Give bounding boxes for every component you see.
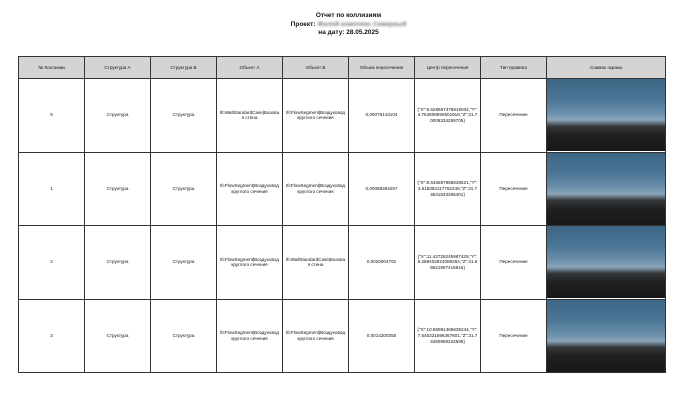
object-a-text: IfcFlowSegment|Воздуховод круглого сечения (219, 256, 279, 268)
collision-screenshot (547, 226, 665, 298)
structure-a: Структура (85, 299, 151, 373)
table-row (19, 226, 666, 300)
intersection-center (415, 226, 481, 300)
intersection-center-text: {"X":10.86981465635244,"Y":7.545321596367601,"Z":31.73490988224598} (417, 327, 478, 344)
object-a-text: IfcWallStandardCase|Базовая стена (219, 109, 280, 121)
object-a-text: IfcFlowSegment|Воздуховод круглого сечения (219, 183, 279, 194)
structure-b: Структура (151, 299, 217, 373)
report-title: Отчет по коллизиям (315, 12, 382, 19)
object-a-text: IfcFlowSegment|Воздуховод круглого сечения (219, 330, 279, 341)
intersection-center-text: {"X":9.628667378819004,"Y":4.754808990501918,"Z":31.70006334269705} (417, 106, 478, 124)
object-a (217, 299, 283, 373)
collision-screenshot (547, 79, 665, 151)
column-header: Объем пересечения (349, 57, 415, 79)
column-header: Объект А (217, 57, 283, 79)
column-header: Снимок экрана (547, 57, 666, 79)
object-b (283, 299, 349, 373)
screenshot-cell (547, 226, 666, 300)
screenshot-cell (547, 299, 666, 373)
column-header: Структура А (85, 57, 151, 79)
project-name: Жилой комплекс Северный (317, 20, 407, 28)
screenshot-cell (547, 152, 666, 226)
collision-screenshot (547, 153, 665, 225)
rule-type: Пересечение (481, 152, 547, 226)
project-label: Проект: (290, 20, 316, 28)
collision-id: 1 (19, 152, 85, 226)
object-b (283, 226, 349, 300)
column-header: Объект В (283, 57, 349, 79)
rule-type: Пересечение (481, 299, 547, 373)
intersection-volume: 0,0020004762 (349, 226, 415, 300)
rule-type: Пересечение (481, 79, 547, 153)
collision-id: 3 (19, 299, 85, 373)
column-header: Тип правила (481, 57, 547, 79)
report-header (0, 12, 697, 38)
object-b-text: IfcFlowSegment|Воздуховод круглого сечения (285, 109, 345, 121)
table-header-row (19, 57, 666, 79)
rule-type: Пересечение (481, 226, 547, 300)
intersection-center-text: {"X":8.646597968638621,"Y":3.515384117762248,"Z":31.73631533365401} (417, 180, 478, 197)
table-row (19, 299, 666, 373)
column-header: Центр пересечения (415, 57, 481, 79)
collision-id: 2 (19, 226, 85, 300)
screenshot-cell (547, 79, 666, 153)
intersection-volume: 0,0014200255 (349, 299, 415, 373)
column-header: Структура В (151, 57, 217, 79)
structure-a: Структура (85, 226, 151, 300)
object-b (283, 152, 349, 226)
intersection-volume: 0,00078143104 (349, 79, 415, 153)
object-b-text: IfcFlowSegment|Воздуховод круглого сечения (285, 183, 345, 194)
intersection-volume: 0,00058364257 (349, 152, 415, 226)
structure-a: Структура (85, 79, 151, 153)
intersection-center (415, 152, 481, 226)
intersection-center-text: {"X":11.42726245967429,"Y":8.288402824089284,"Z":31.69621907415816} (417, 253, 478, 271)
collision-table (18, 56, 666, 373)
report-date: на дату: 28.05.2025 (318, 29, 379, 36)
structure-b: Структура (151, 152, 217, 226)
table-row (19, 79, 666, 153)
collision-id: 5 (19, 79, 85, 153)
object-a (217, 152, 283, 226)
structure-b: Структура (151, 226, 217, 300)
collision-screenshot (547, 300, 665, 372)
object-a (217, 226, 283, 300)
object-b-text: IfcFlowSegment|Воздуховод круглого сечения (285, 330, 345, 341)
object-b-text: IfcWallStandardCase|Базовая стена (285, 256, 346, 268)
object-b (283, 79, 349, 153)
project-line (0, 21, 697, 30)
intersection-center (415, 79, 481, 153)
structure-a: Структура (85, 152, 151, 226)
object-a (217, 79, 283, 153)
table-row (19, 152, 666, 226)
structure-b: Структура (151, 79, 217, 153)
column-header: № Коллизии (19, 57, 85, 79)
intersection-center (415, 299, 481, 373)
